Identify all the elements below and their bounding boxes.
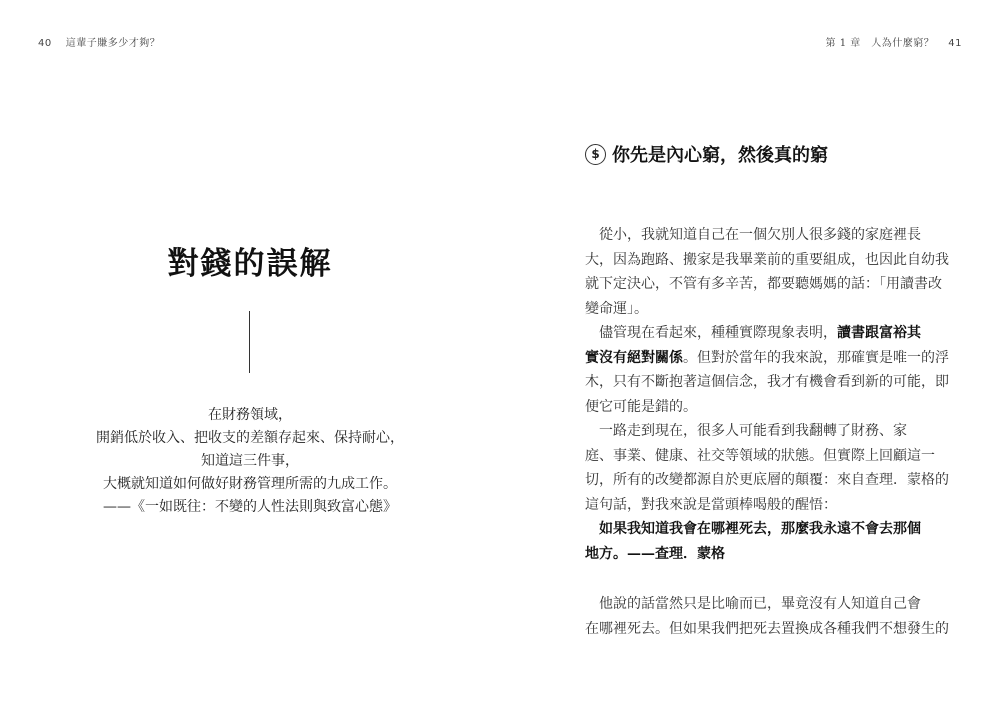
body-line: 變命運」。 bbox=[585, 300, 648, 317]
epigraph-attribution: ——《一如既往：不變的人性法則與致富心態》 bbox=[103, 499, 397, 515]
body-line bbox=[585, 321, 945, 346]
epigraph bbox=[0, 404, 500, 519]
epigraph-line: 知道這三件事， bbox=[201, 453, 299, 469]
book-title: 這輩子賺多少才夠？ bbox=[65, 38, 161, 49]
body-line: 這句話，對我來說是當頭棒喝般的醒悟： bbox=[585, 496, 837, 513]
body-text-run: 儘管現在看起來，種種實際現象表明， bbox=[585, 325, 837, 341]
body-line: 便它可能是錯的。 bbox=[585, 398, 697, 415]
body-line: 大，因為跑路、搬家是我畢業前的重要組成，也因此自幼我 bbox=[585, 251, 949, 268]
epigraph-line: 在財務領域， bbox=[208, 407, 292, 423]
body-line: 庭、事業、健康、社交等領域的狀態。但實際上回顧這一 bbox=[585, 447, 935, 464]
body-text-block-2 bbox=[585, 592, 949, 641]
page-number-left: 40 bbox=[38, 38, 52, 49]
body-line: 在哪裡死去。但如果我們把死去置換成各種我們不想發生的 bbox=[585, 620, 949, 637]
body-line: 就下定決心，不管有多辛苦，都要聽媽媽的話：「用讀書改 bbox=[585, 276, 942, 292]
section-heading bbox=[585, 139, 828, 169]
title-divider bbox=[249, 311, 250, 373]
running-head-right bbox=[826, 34, 962, 49]
body-text-block-1 bbox=[585, 223, 949, 566]
body-line: 從小，我就知道自己在一個欠別人很多錢的家庭裡長 bbox=[585, 227, 921, 243]
chapter-running-head: 第 1 章 人為什麼窮？ bbox=[825, 38, 935, 49]
running-head-left bbox=[38, 34, 160, 49]
body-line: 切，所有的改變都源自於更底層的顛覆：來自查理．蒙格的 bbox=[585, 472, 949, 488]
epigraph-line: 大概就知道如何做好財務管理所需的九成工作。 bbox=[103, 476, 397, 492]
emphasis-text: 讀書跟富裕其 bbox=[837, 325, 921, 341]
emphasis-text: 實沒有絕對關係 bbox=[585, 349, 683, 366]
quote-line: 如果我知道我會在哪裡死去，那麼我永遠不會去那個 bbox=[585, 521, 921, 537]
page-number-right: 41 bbox=[948, 38, 962, 49]
epigraph-line: 開銷低於收入、把收支的差額存起來、保持耐心， bbox=[96, 430, 404, 446]
body-line: 一路走到現在，很多人可能看到我翻轉了財務、家 bbox=[585, 423, 907, 439]
body-line: 木，只有不斷抱著這個信念，我才有機會看到新的可能，即 bbox=[585, 374, 949, 390]
body-line bbox=[585, 346, 949, 371]
section-heading-text: 你先是內心窮，然後真的窮 bbox=[612, 145, 828, 166]
body-text-run: 。但對於當年的我來說，那確實是唯一的浮 bbox=[683, 349, 949, 366]
chapter-title: 對錢的誤解 bbox=[167, 246, 333, 282]
dollar-coin-icon: $ bbox=[585, 144, 606, 165]
quote-attribution: 地方。——查理．蒙格 bbox=[585, 545, 725, 562]
body-line: 他說的話當然只是比喻而已，畢竟沒有人知道自己會 bbox=[585, 596, 921, 612]
